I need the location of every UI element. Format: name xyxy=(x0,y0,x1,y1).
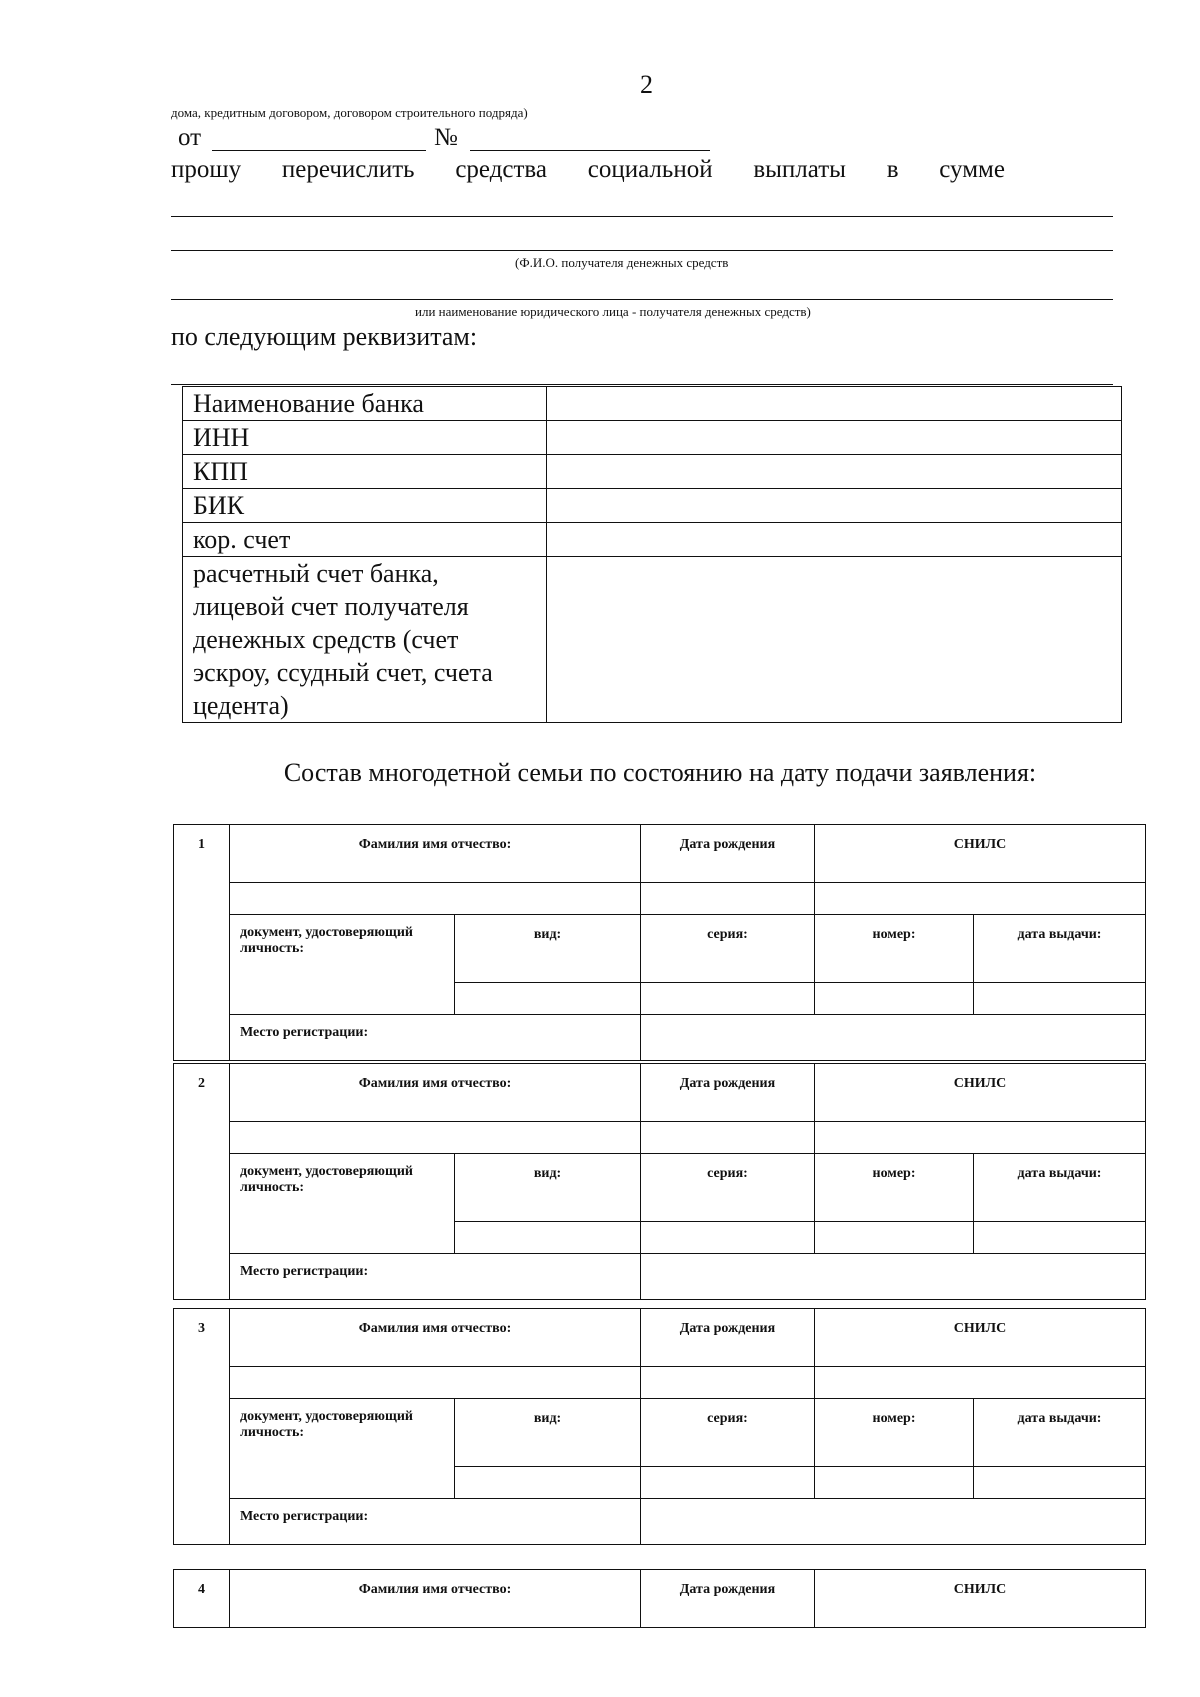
birth-label: Дата рождения xyxy=(679,1321,776,1336)
request-word: выплаты xyxy=(753,156,846,183)
issue-date-header xyxy=(974,915,1146,983)
requisite-label-multiline xyxy=(183,557,547,723)
issue-date-label: дата выдачи: xyxy=(1017,1411,1102,1426)
request-word: средства xyxy=(455,156,548,183)
number-sign: № xyxy=(434,124,458,151)
requisites-intro: по следующим реквизитам: xyxy=(171,322,478,351)
vid-input[interactable] xyxy=(455,983,641,1015)
birth-label: Дата рождения xyxy=(679,1076,776,1091)
nomer-header xyxy=(815,1154,974,1222)
requisite-label-line: денежных средств (счет xyxy=(193,625,459,654)
requisites-row xyxy=(183,489,1122,523)
vid-header xyxy=(455,915,641,983)
birth-input[interactable] xyxy=(641,1367,815,1399)
requisite-label-line: расчетный счет банка, xyxy=(193,559,439,588)
page-number: 2 xyxy=(640,70,653,99)
request-word: прошу xyxy=(171,156,242,183)
fio-input[interactable] xyxy=(230,1367,641,1399)
nomer-input[interactable] xyxy=(815,1222,974,1254)
request-word: сумме xyxy=(939,156,1005,183)
fio-label: Фамилия имя отчество: xyxy=(358,837,512,852)
date-field[interactable] xyxy=(212,150,426,151)
requisites-row xyxy=(183,455,1122,489)
requisite-label: ИНН xyxy=(183,421,547,455)
requisite-label: БИК xyxy=(183,489,547,523)
birth-header xyxy=(641,825,815,883)
member-number-text: 3 xyxy=(198,1321,205,1336)
nomer-header xyxy=(815,915,974,983)
requisite-value-cell[interactable] xyxy=(547,421,1122,455)
reg-label-cell xyxy=(230,1499,641,1545)
vid-input[interactable] xyxy=(455,1467,641,1499)
issue-date-input[interactable] xyxy=(974,1222,1146,1254)
member-number xyxy=(174,825,230,1061)
seria-label: серия: xyxy=(707,1411,748,1426)
reg-input[interactable] xyxy=(641,1254,1146,1300)
snils-label: СНИЛС xyxy=(953,1321,1007,1336)
member-number xyxy=(174,1570,230,1628)
birth-label: Дата рождения xyxy=(679,1582,776,1597)
member-number-text: 4 xyxy=(198,1582,205,1597)
issue-date-header xyxy=(974,1154,1146,1222)
request-text xyxy=(171,156,1005,184)
family-title: Состав многодетной семьи по состоянию на дату подачи заявления: xyxy=(283,758,1037,787)
request-word: в xyxy=(886,156,899,183)
fio-input[interactable] xyxy=(230,883,641,915)
member-number-text: 1 xyxy=(198,837,205,852)
fio-input[interactable] xyxy=(230,1122,641,1154)
nomer-header xyxy=(815,1399,974,1467)
seria-label: серия: xyxy=(707,927,748,942)
doc-label: документ, удостоверяющий личность: xyxy=(240,1409,413,1440)
reg-input[interactable] xyxy=(641,1499,1146,1545)
issue-date-header xyxy=(974,1399,1146,1467)
birth-header xyxy=(641,1064,815,1122)
request-word: перечислить xyxy=(281,156,415,183)
nomer-label: номер: xyxy=(872,927,916,942)
amount-field[interactable] xyxy=(171,216,1113,217)
family-member-table xyxy=(173,1569,1146,1628)
nomer-label: номер: xyxy=(872,1166,916,1181)
snils-input[interactable] xyxy=(815,883,1146,915)
doc-label-cell xyxy=(230,1154,455,1254)
doc-label: документ, удостоверяющий личность: xyxy=(240,925,413,956)
birth-label: Дата рождения xyxy=(679,837,776,852)
snils-header xyxy=(815,825,1146,883)
seria-header xyxy=(641,1399,815,1467)
requisite-value-cell[interactable] xyxy=(547,489,1122,523)
nomer-input[interactable] xyxy=(815,1467,974,1499)
doc-label-cell xyxy=(230,1399,455,1499)
snils-input[interactable] xyxy=(815,1122,1146,1154)
requisites-row xyxy=(183,523,1122,557)
number-field[interactable] xyxy=(470,150,710,151)
family-member-table xyxy=(173,1063,1146,1300)
issue-date-label: дата выдачи: xyxy=(1017,1166,1102,1181)
reg-input[interactable] xyxy=(641,1015,1146,1061)
fio-header xyxy=(230,1570,641,1628)
requisite-value-cell[interactable] xyxy=(547,557,1122,723)
issue-date-label: дата выдачи: xyxy=(1017,927,1102,942)
seria-header xyxy=(641,915,815,983)
snils-header xyxy=(815,1064,1146,1122)
org-caption: или наименование юридического лица - получателя денежных средств) xyxy=(415,304,811,319)
snils-header xyxy=(815,1309,1146,1367)
fio-header xyxy=(230,1064,641,1122)
seria-header xyxy=(641,1154,815,1222)
vid-label: вид: xyxy=(533,1166,562,1181)
requisite-label: Наименование банка xyxy=(183,387,547,421)
requisite-label-line: цедента) xyxy=(193,691,289,720)
snils-label: СНИЛС xyxy=(953,837,1007,852)
request-word: социальной xyxy=(587,156,713,183)
requisites-table xyxy=(182,386,1122,723)
snils-input[interactable] xyxy=(815,1367,1146,1399)
requisite-label: кор. счет xyxy=(183,523,547,557)
member-number xyxy=(174,1064,230,1300)
nomer-label: номер: xyxy=(872,1411,916,1426)
snils-label: СНИЛС xyxy=(953,1582,1007,1597)
issue-date-input[interactable] xyxy=(974,983,1146,1015)
seria-label: серия: xyxy=(707,1166,748,1181)
fio-header xyxy=(230,1309,641,1367)
vid-header xyxy=(455,1399,641,1467)
requisites-top-line xyxy=(171,384,1113,385)
seria-input[interactable] xyxy=(641,1222,815,1254)
reg-label: Место регистрации: xyxy=(240,1025,369,1040)
birth-input[interactable] xyxy=(641,883,815,915)
requisite-value-cell[interactable] xyxy=(547,523,1122,557)
birth-input[interactable] xyxy=(641,1122,815,1154)
nomer-input[interactable] xyxy=(815,983,974,1015)
family-member-table xyxy=(173,1308,1146,1545)
header-note: дома, кредитным договором, договором строительного подряда) xyxy=(171,105,528,120)
issue-date-input[interactable] xyxy=(974,1467,1146,1499)
birth-header xyxy=(641,1309,815,1367)
doc-label: документ, удостоверяющий личность: xyxy=(240,1164,413,1195)
snils-label: СНИЛС xyxy=(953,1076,1007,1091)
from-label: от xyxy=(178,124,202,151)
member-number-text: 2 xyxy=(198,1076,205,1091)
fio-caption: (Ф.И.О. получателя денежных средств xyxy=(515,255,729,270)
vid-header xyxy=(455,1154,641,1222)
requisites-row xyxy=(183,387,1122,421)
requisite-value-cell[interactable] xyxy=(547,455,1122,489)
doc-label-cell xyxy=(230,915,455,1015)
recipient-name-field[interactable] xyxy=(171,250,1113,251)
recipient-org-field[interactable] xyxy=(171,299,1113,300)
reg-label: Место регистрации: xyxy=(240,1509,369,1524)
seria-input[interactable] xyxy=(641,983,815,1015)
snils-header xyxy=(815,1570,1146,1628)
requisite-label: КПП xyxy=(183,455,547,489)
requisites-row xyxy=(183,557,1122,723)
reg-label: Место регистрации: xyxy=(240,1264,369,1279)
fio-header xyxy=(230,825,641,883)
seria-input[interactable] xyxy=(641,1467,815,1499)
family-member-table xyxy=(173,824,1146,1061)
requisites-row xyxy=(183,421,1122,455)
reg-label-cell xyxy=(230,1015,641,1061)
birth-header xyxy=(641,1570,815,1628)
vid-label: вид: xyxy=(533,927,562,942)
fio-label: Фамилия имя отчество: xyxy=(358,1321,512,1336)
vid-input[interactable] xyxy=(455,1222,641,1254)
requisite-value-cell[interactable] xyxy=(547,387,1122,421)
fio-label: Фамилия имя отчество: xyxy=(358,1076,512,1091)
reg-label-cell xyxy=(230,1254,641,1300)
member-number xyxy=(174,1309,230,1545)
requisite-label-line: лицевой счет получателя xyxy=(193,592,469,621)
fio-label: Фамилия имя отчество: xyxy=(358,1582,512,1597)
vid-label: вид: xyxy=(533,1411,562,1426)
requisite-label-line: эскроу, ссудный счет, счета xyxy=(193,658,493,687)
